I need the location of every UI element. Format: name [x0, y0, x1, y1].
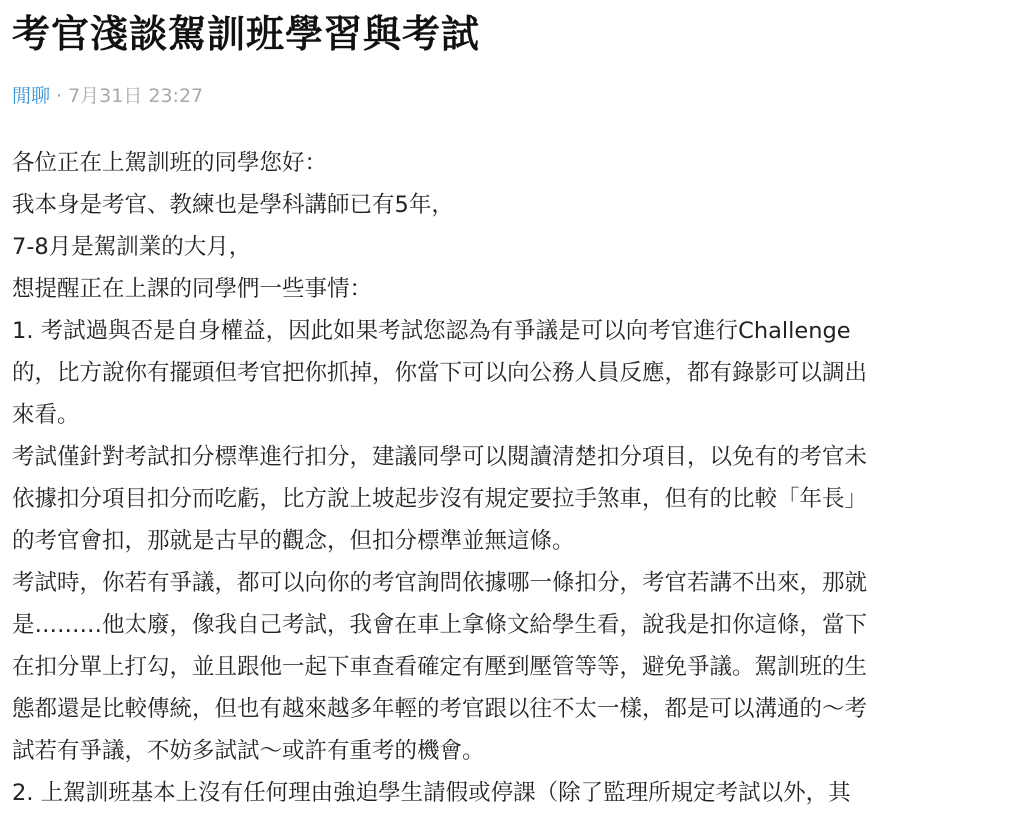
body-line: 的，比方說你有擺頭但考官把你抓掉，你當下可以向公務人員反應，都有錄影可以調出 [12, 360, 868, 386]
body-line: 想提醒正在上課的同學們一些事情： [12, 276, 373, 302]
body-line: 7-8月是駕訓業的大月， [12, 234, 252, 260]
article-body [12, 142, 1012, 814]
body-line: 來看。 [12, 402, 80, 428]
body-line: 態都還是比較傳統，但也有越來越多年輕的考官跟以往不太一樣，都是可以溝通的～考 [12, 696, 868, 722]
body-line: 考試僅針對考試扣分標準進行扣分，建議同學可以閱讀清楚扣分項目，以免有的考官未 [12, 444, 868, 470]
body-line: 的考官會扣，那就是古早的觀念，但扣分標準並無這條。 [12, 528, 575, 554]
body-line: 考試時，你若有爭議，都可以向你的考官詢問依據哪一條扣分，考官若講不出來，那就 [12, 570, 868, 596]
body-line: 各位正在上駕訓班的同學您好： [12, 150, 328, 176]
body-line: 是………他太廢，像我自己考試，我會在車上拿條文給學生看，說我是扣你這條，當下 [12, 612, 868, 638]
board-link[interactable]: 閒聊 [12, 85, 51, 107]
post-timestamp: 7月31日 23:27 [68, 85, 204, 107]
body-line: 在扣分單上打勾，並且跟他一起下車查看確定有壓到壓管等等，避免爭議。駕訓班的生 [12, 654, 868, 680]
post-title: 考官淺談駕訓班學習與考試 [12, 12, 481, 56]
body-line: 1. 考試過與否是自身權益，因此如果考試您認為有爭議是可以向考官進行Challenge [12, 318, 851, 344]
post-meta [12, 82, 203, 110]
body-line: 我本身是考官、教練也是學科講師已有5年， [12, 192, 454, 218]
body-line: 依據扣分項目扣分而吃虧，比方說上坡起步沒有規定要拉手煞車，但有的比較「年長」 [12, 486, 868, 512]
body-line: 試若有爭議，不妨多試試～或許有重考的機會。 [12, 738, 485, 764]
body-line: 2. 上駕訓班基本上沒有任何理由強迫學生請假或停課（除了監理所規定考試以外，其 [12, 780, 851, 806]
meta-separator: · [56, 85, 63, 107]
